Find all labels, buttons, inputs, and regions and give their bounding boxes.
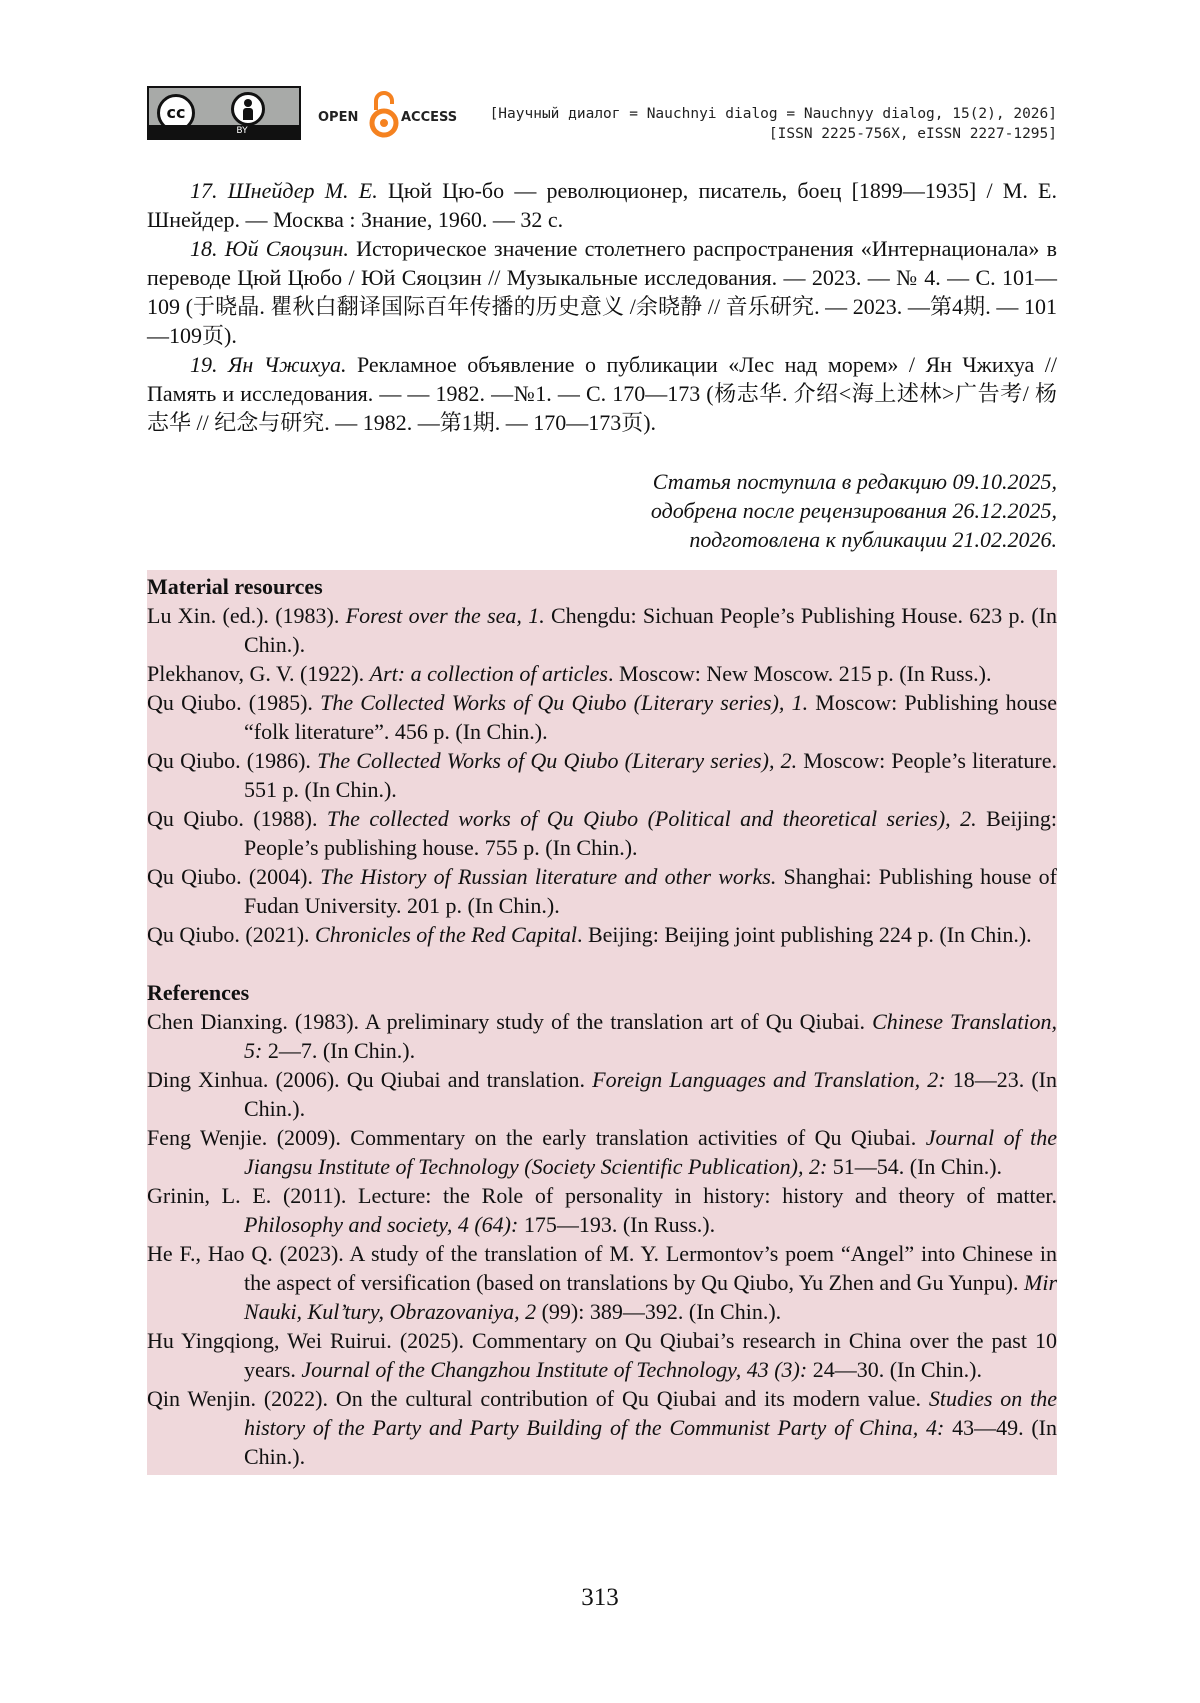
cc-icon: cc (157, 94, 195, 132)
material-item: Qu Qiubo. (2004). The History of Russian literature and other works. Shanghai: Publishing house of Fudan University. 201 p. (In Chin.). (147, 864, 1057, 918)
reference-item: Chen Dianxing. (1983). A preliminary study of the translation art of Qu Qiubai. Chinese Translation, 5: 2—7. (In Chin.). (147, 1009, 1057, 1063)
numbered-ref-17 (147, 176, 1057, 234)
ref-text: Цюй Цю-бо — революционер, писатель, боец [1899—1935] / М. Е. Шнейдер. — Москва : Знание, 1960. — 32 с. (147, 178, 1057, 232)
page-header (147, 86, 1057, 142)
numbered-ref-18 (147, 234, 1057, 350)
open-access-lock-icon (368, 90, 400, 140)
journal-citation (490, 104, 1057, 144)
references-box (147, 570, 1057, 1475)
ref-author: 18. Юй Сяоцзин. (190, 236, 349, 261)
ref-text: Историческое значение столетнего распространения «Интернационала» в переводе Цюй Цюбо / Юй Сяоцзин // Музыкальные исследования. — 2023. — № 4. — С. 101—109 (于晓晶. 瞿秋白翻译国际百年传播的历史意义 /余晓静 // 音乐研究. — 2023. —第4期. — 101—109页). (147, 236, 1058, 348)
prepared-date: подготовлена к публикации 21.02.2026. (689, 527, 1057, 552)
material-item: Qu Qiubo. (1988). The collected works of Qu Qiubo (Political and theoretical series), 2. Beijing: People’s publishing house. 755 p. (In Chin.). (147, 806, 1057, 860)
reference-item: Qin Wenjin. (2022). On the cultural contribution of Qu Qiubai and its modern value. Studies on the history of the Party and Party Building of the Communist Party of China, 4: 43—49. (In Chin.). (147, 1386, 1057, 1469)
attribution-icon (231, 92, 265, 126)
journal-line-1: [Научный диалог = Nauchnyi dialog = Nauchnyy dialog, 15(2), 2026] (489, 106, 1057, 122)
page-number: 313 (581, 1584, 619, 1611)
journal-line-2: [ISSN 2225-756X, eISSN 2227-1295] (768, 126, 1057, 142)
material-item: Plekhanov, G. V. (1922). Art: a collection of articles. Moscow: New Moscow. 215 p. (In Russ.). (147, 661, 992, 686)
ref-author: 17. Шнейдер М. Е. (190, 178, 378, 203)
by-label: BY (149, 125, 299, 138)
references-heading: References (147, 980, 250, 1005)
reference-item: Feng Wenjie. (2009). Commentary on the early translation activities of Qu Qiubai. Journal of the Jiangsu Institute of Technology (Society Scientific Publication), 2: 51—54. (In Chin.). (147, 1125, 1057, 1179)
cc-by-license-badge[interactable] (147, 86, 301, 140)
numbered-ref-19 (147, 350, 1057, 437)
material-item: Lu Xin. (ed.). (1983). Forest over the sea, 1. Chengdu: Sichuan People’s Publishing House. 623 p. (In Chin.). (147, 603, 1057, 657)
page-content (147, 176, 1057, 1475)
reference-item: He F., Hao Q. (2023). A study of the translation of M. Y. Lermontov’s poem “Angel” into Chinese in the aspect of versification (based on translations by Qu Qiubo, Yu Zhen and Gu Yunpu). Mir Nauki, Kul’tury, Obrazovaniya, 2 (99): 389—392. (In Chin.). (147, 1241, 1057, 1324)
received-date: Статья поступила в редакцию 09.10.2025, (652, 469, 1057, 494)
ref-author: 19. Ян Чжихуа. (190, 352, 347, 377)
reviewed-date: одобрена после рецензирования 26.12.2025, (650, 498, 1057, 523)
reference-item: Ding Xinhua. (2006). Qu Qiubai and translation. Foreign Languages and Translation, 2: 18—23. (In Chin.). (147, 1067, 1057, 1121)
article-dates (147, 467, 1057, 554)
material-item: Qu Qiubo. (2021). Chronicles of the Red Capital. Beijing: Beijing joint publishing 224 p. (In Chin.). (147, 922, 1032, 947)
open-access-access-text: ACCESS (401, 110, 458, 125)
reference-item: Grinin, L. E. (2011). Lecture: the Role of personality in history: history and theory of matter. Philosophy and society, 4 (64): 175—193. (In Russ.). (147, 1183, 1057, 1237)
open-access-logo (318, 90, 478, 140)
material-item: Qu Qiubo. (1986). The Collected Works of Qu Qiubo (Literary series), 2. Moscow: People’s literature. 551 p. (In Chin.). (147, 748, 1057, 802)
ref-text: Рекламное объявление о публикации «Лес над морем» / Ян Чжихуа // Память и исследования. — — 1982. —№1. — С. 170—173 (杨志华. 介绍<海上述林>广告考/ 杨志华 // 纪念与研究. — 1982. —第1期. — 170—173页). (147, 352, 1057, 435)
material-resources-heading: Material resources (147, 574, 323, 599)
material-item: Qu Qiubo. (1985). The Collected Works of Qu Qiubo (Literary series), 1. Moscow: Publishing house “folk literature”. 456 p. (In Chin.). (147, 690, 1057, 744)
reference-item: Hu Yingqiong, Wei Ruirui. (2025). Commentary on Qu Qiubai’s research in China over the past 10 years. Journal of the Changzhou Institute of Technology, 43 (3): 24—30. (In Chin.). (147, 1328, 1057, 1382)
open-access-open-text: OPEN (318, 110, 359, 125)
